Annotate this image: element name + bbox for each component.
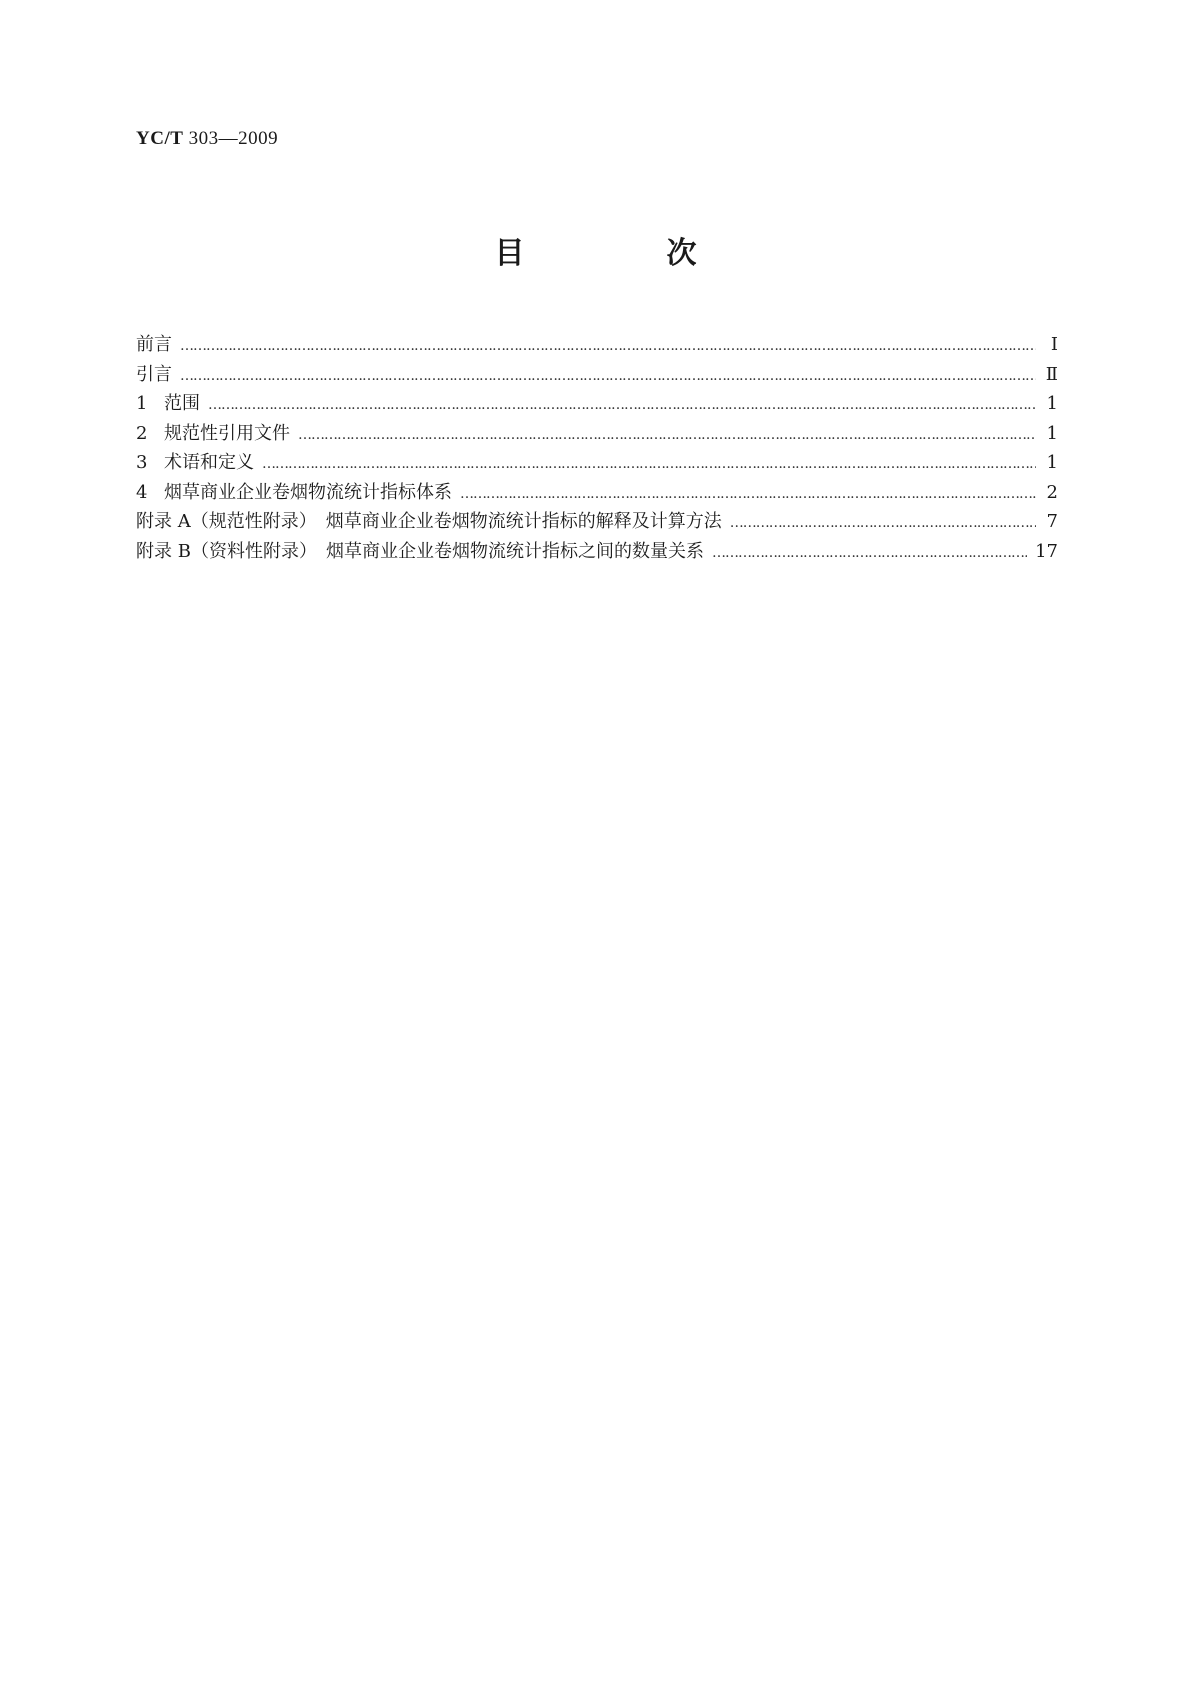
toc-entry-page: 1 [1046, 422, 1058, 444]
toc-entry-indicator-system[interactable] [136, 478, 1058, 508]
toc-entry-normative-references[interactable] [136, 419, 1058, 449]
toc-entry-foreword[interactable] [136, 330, 1058, 360]
toc-entry-page: 17 [1035, 540, 1058, 562]
toc-entry-annex-a[interactable] [136, 507, 1058, 537]
toc-entry-page: 2 [1046, 481, 1058, 503]
toc-entry-annex-b[interactable] [136, 537, 1058, 567]
toc-leader-dots [730, 515, 1036, 531]
standard-number: 303—2009 [188, 128, 279, 149]
toc-title: 目 次 [494, 236, 753, 271]
toc-entry-label: 前言 [136, 334, 172, 355]
toc-entry-label: 2 规范性引用文件 [136, 422, 290, 444]
standard-prefix: YC/T [136, 128, 184, 149]
toc-entry-page: Ⅱ [1045, 363, 1058, 385]
toc-entry-number: 2 [136, 422, 148, 444]
toc-leader-dots [180, 338, 1036, 354]
toc-entry-page: 1 [1046, 393, 1058, 414]
toc-entry-label: 1 范围 [136, 393, 200, 414]
toc-entry-label: 引言 [136, 363, 172, 385]
toc-entry-number: 3 [136, 452, 148, 473]
toc-entry-number: 4 [136, 481, 148, 503]
toc-leader-dots [460, 486, 1036, 502]
toc-entry-page: 1 [1046, 452, 1058, 473]
toc-entry-scope[interactable] [136, 389, 1058, 419]
toc-entry-label: 4 烟草商业企业卷烟物流统计指标体系 [136, 481, 452, 503]
toc-entry-label: 3 术语和定义 [136, 452, 254, 473]
toc-entry-label: 附录 B（资料性附录） 烟草商业企业卷烟物流统计指标之间的数量关系 [136, 540, 704, 562]
toc-leader-dots [262, 456, 1036, 472]
toc-leader-dots [712, 545, 1027, 561]
toc-leader-dots [208, 397, 1036, 413]
toc-entry-terms-definitions[interactable] [136, 448, 1058, 478]
standard-code [136, 128, 278, 150]
toc-leader-dots [298, 427, 1036, 443]
toc-entry-label: 附录 A（规范性附录） 烟草商业企业卷烟物流统计指标的解释及计算方法 [136, 511, 722, 532]
toc-entry-page: 7 [1046, 511, 1058, 532]
toc-entry-number: 1 [136, 393, 148, 414]
toc-leader-dots [180, 368, 1036, 384]
toc-entry-introduction[interactable] [136, 360, 1058, 390]
toc-entry-page: Ⅰ [1050, 334, 1058, 355]
table-of-contents [136, 330, 1058, 566]
